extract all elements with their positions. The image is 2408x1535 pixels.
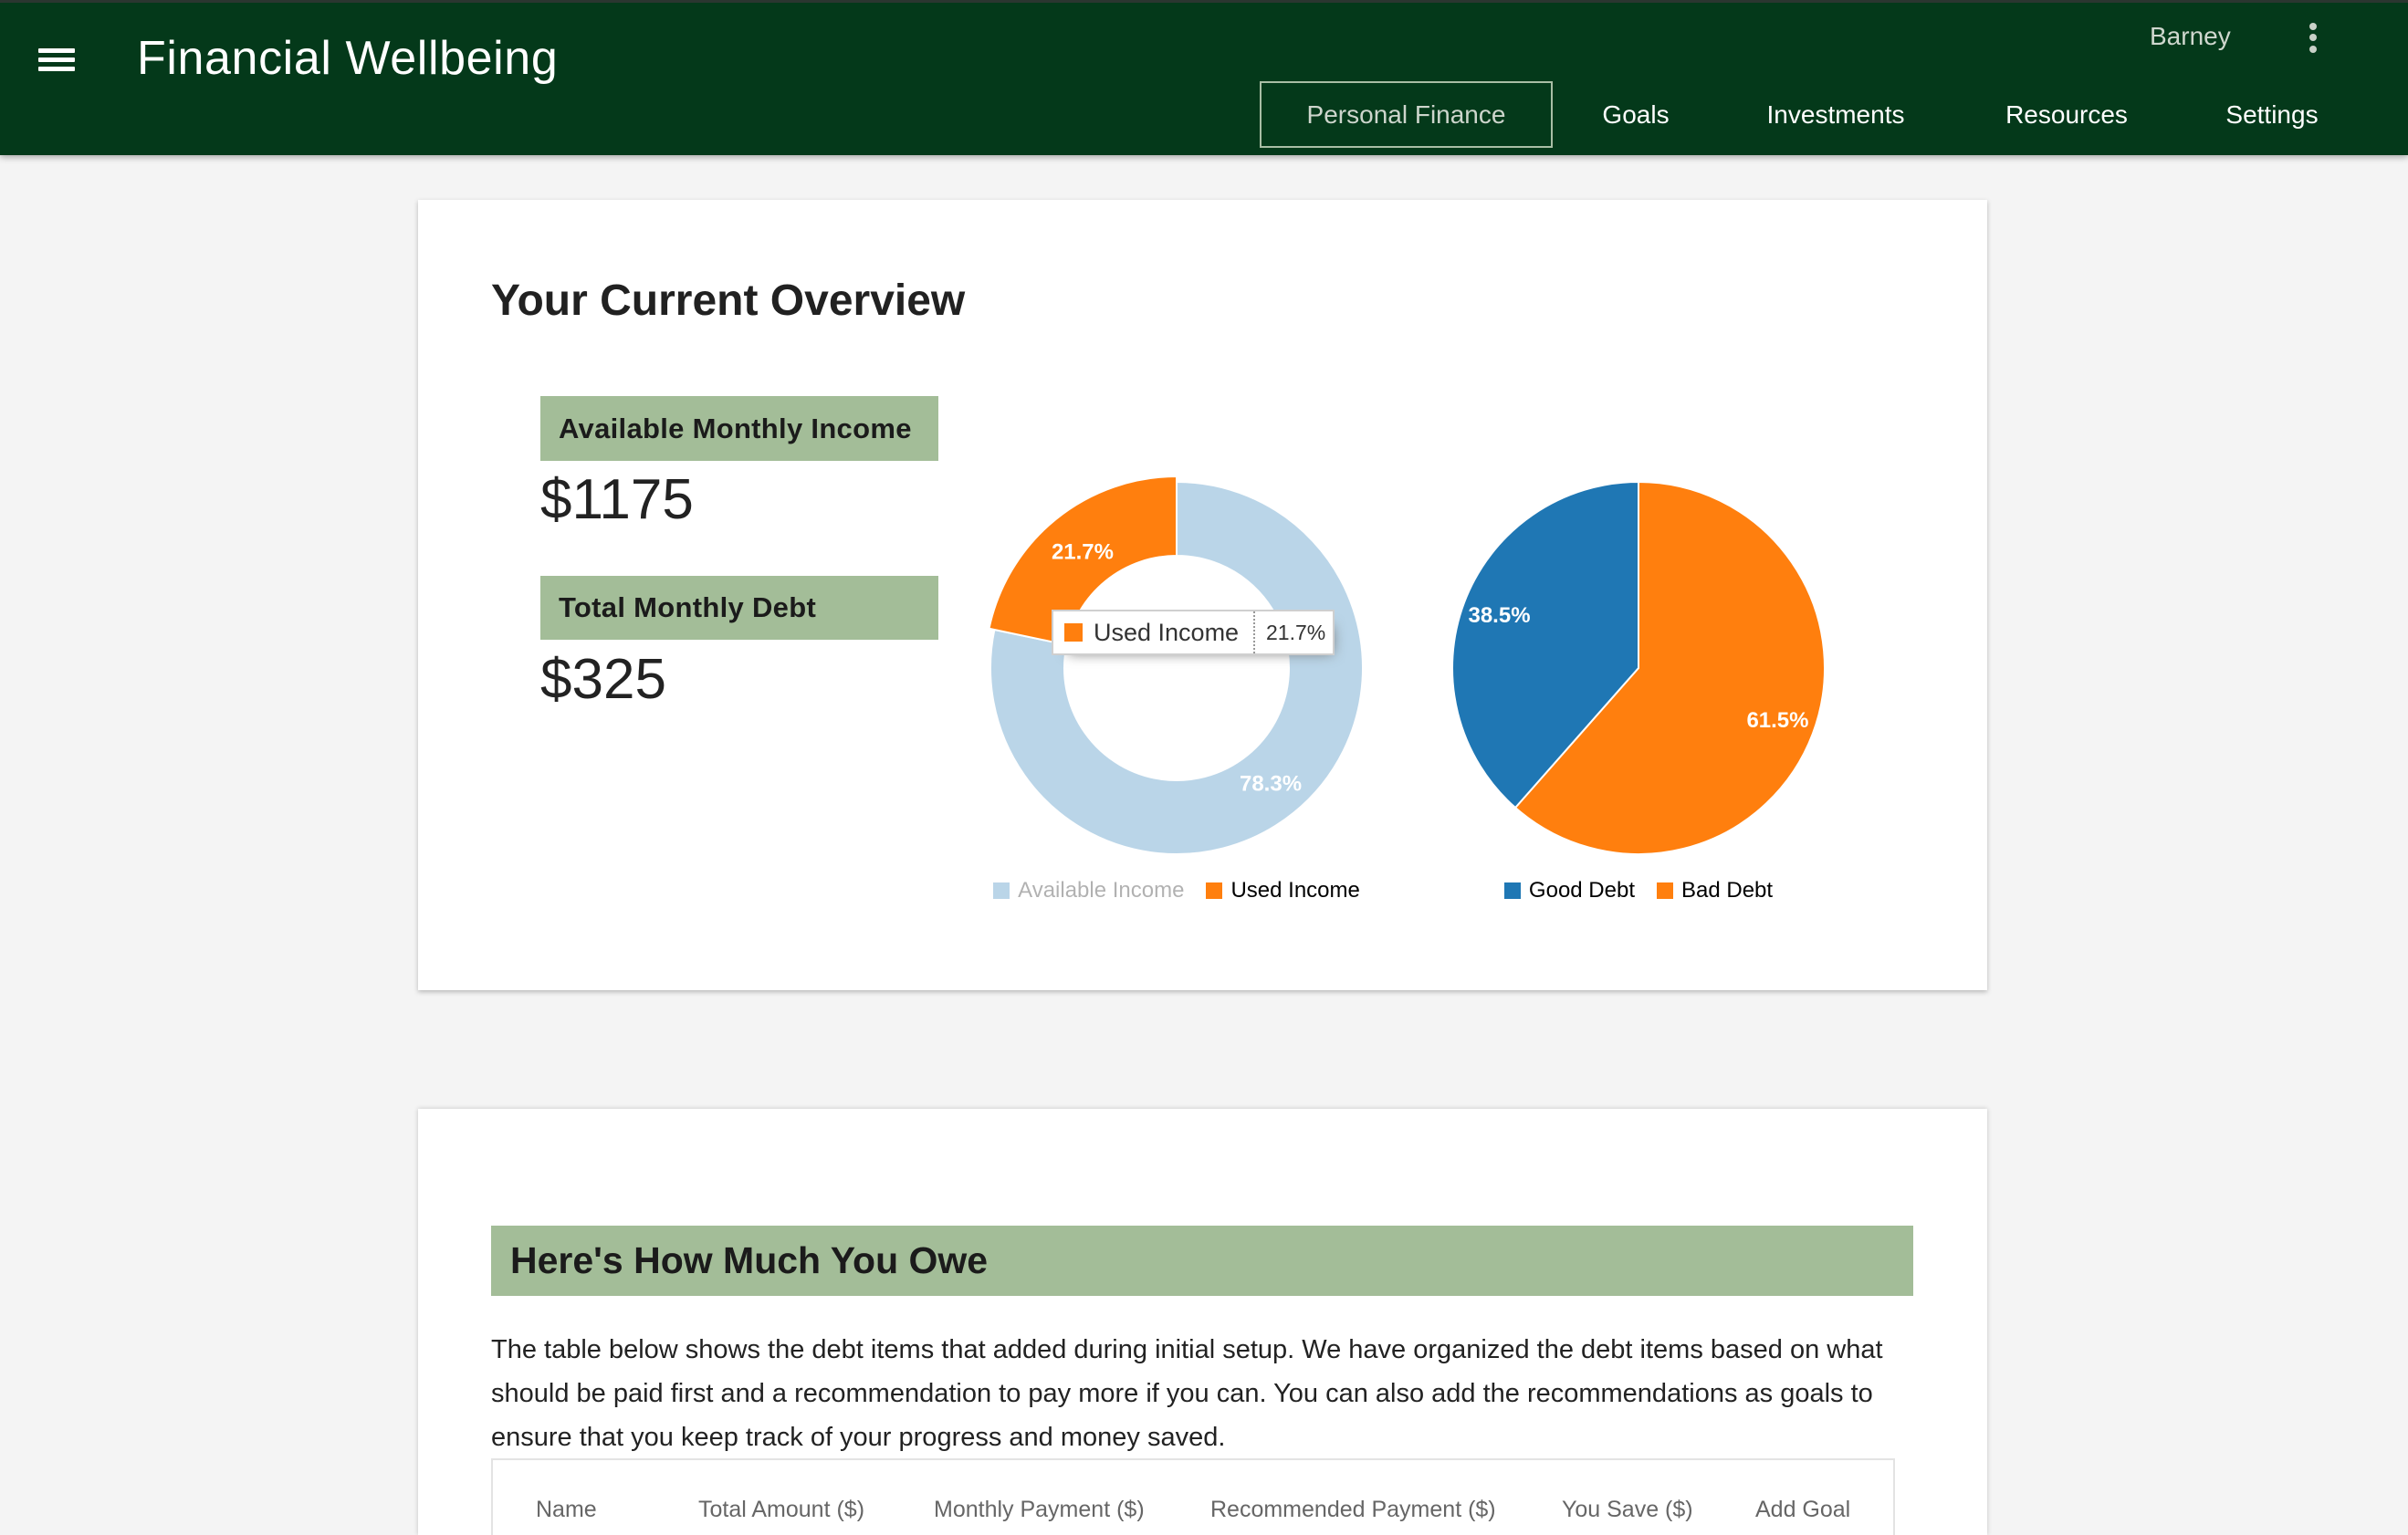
menu-bar bbox=[38, 57, 75, 62]
more-dot bbox=[2309, 34, 2317, 41]
income-donut-chart bbox=[948, 458, 1405, 914]
table-header-row bbox=[493, 1491, 1883, 1528]
column-header-recommended-payment[interactable]: Recommended Payment ($) bbox=[1210, 1497, 1496, 1522]
owe-section-title: Here's How Much You Owe bbox=[491, 1226, 1913, 1296]
available-income-percent-label: 78.3% bbox=[1239, 771, 1303, 797]
available-monthly-income-value: $1175 bbox=[540, 468, 694, 531]
legend-item-good-debt[interactable] bbox=[1504, 877, 1635, 904]
legend-swatch bbox=[1504, 882, 1521, 899]
column-header-name[interactable]: Name bbox=[536, 1497, 597, 1522]
income-donut-svg bbox=[948, 458, 1405, 878]
debt-chart-legend bbox=[1410, 877, 1867, 904]
user-name[interactable]: Barney bbox=[2150, 22, 2231, 50]
owe-description bbox=[491, 1328, 1933, 1459]
tab-resources[interactable]: Resources bbox=[2005, 100, 2128, 129]
menu-bar bbox=[38, 67, 75, 71]
income-chart-legend bbox=[948, 877, 1405, 904]
debt-pie-chart bbox=[1410, 458, 1867, 914]
header-top-border bbox=[0, 0, 2408, 3]
description-line: ensure that you keep track of your progress and money saved. bbox=[491, 1423, 1226, 1452]
column-header-add-goal[interactable]: Add Goal bbox=[1755, 1497, 1851, 1522]
legend-item-available-income[interactable] bbox=[993, 877, 1184, 904]
legend-item-bad-debt[interactable] bbox=[1657, 877, 1773, 904]
debt-pie-svg bbox=[1410, 458, 1867, 878]
menu-bar bbox=[38, 48, 75, 53]
legend-label: Bad Debt bbox=[1681, 878, 1774, 903]
tooltip-swatch bbox=[1064, 623, 1083, 642]
tab-goals[interactable]: Goals bbox=[1602, 100, 1670, 129]
total-monthly-debt-value: $325 bbox=[540, 648, 666, 711]
legend-swatch bbox=[993, 882, 1010, 899]
legend-label: Available Income bbox=[1018, 878, 1185, 903]
used-income-percent-label: 21.7% bbox=[1051, 539, 1115, 565]
more-dot bbox=[2309, 46, 2317, 53]
bad-debt-percent-label: 61.5% bbox=[1746, 708, 1809, 734]
available-monthly-income-label: Available Monthly Income bbox=[540, 396, 938, 461]
legend-swatch bbox=[1657, 882, 1673, 899]
legend-swatch bbox=[1206, 882, 1222, 899]
tooltip-series-name: Used Income bbox=[1094, 618, 1240, 646]
overview-title: Your Current Overview bbox=[491, 277, 966, 325]
chart-tooltip bbox=[1052, 610, 1335, 655]
legend-label: Used Income bbox=[1230, 878, 1360, 903]
tooltip-value: 21.7% bbox=[1253, 611, 1333, 653]
overview-card bbox=[418, 200, 1987, 990]
total-monthly-debt-label: Total Monthly Debt bbox=[540, 576, 938, 640]
more-vertical-icon[interactable] bbox=[2304, 20, 2322, 57]
tab-personal-finance[interactable]: Personal Finance bbox=[1260, 81, 1553, 148]
column-header-monthly-payment[interactable]: Monthly Payment ($) bbox=[934, 1497, 1145, 1522]
app-title: Financial Wellbeing bbox=[137, 32, 559, 85]
more-dot bbox=[2309, 23, 2317, 30]
tab-settings[interactable]: Settings bbox=[2225, 100, 2319, 129]
hamburger-menu-icon[interactable] bbox=[37, 42, 77, 78]
description-line: The table below shows the debt items that added during initial setup. We have organized the debt items based on what bbox=[491, 1335, 1883, 1364]
column-header-total-amount[interactable]: Total Amount ($) bbox=[698, 1497, 865, 1522]
debt-table bbox=[491, 1458, 1895, 1535]
column-header-you-save[interactable]: You Save ($) bbox=[1562, 1497, 1693, 1522]
debt-owed-card bbox=[418, 1109, 1987, 1535]
legend-item-used-income[interactable] bbox=[1206, 877, 1359, 904]
tooltip-name-cell bbox=[1053, 611, 1253, 653]
legend-label: Good Debt bbox=[1528, 878, 1635, 903]
app-header bbox=[0, 0, 2408, 155]
tab-investments[interactable]: Investments bbox=[1766, 100, 1905, 129]
description-line: should be paid first and a recommendation to pay more if you can. You can also add the recommendations as goals to bbox=[491, 1379, 1873, 1408]
good-debt-percent-label: 38.5% bbox=[1468, 602, 1531, 628]
